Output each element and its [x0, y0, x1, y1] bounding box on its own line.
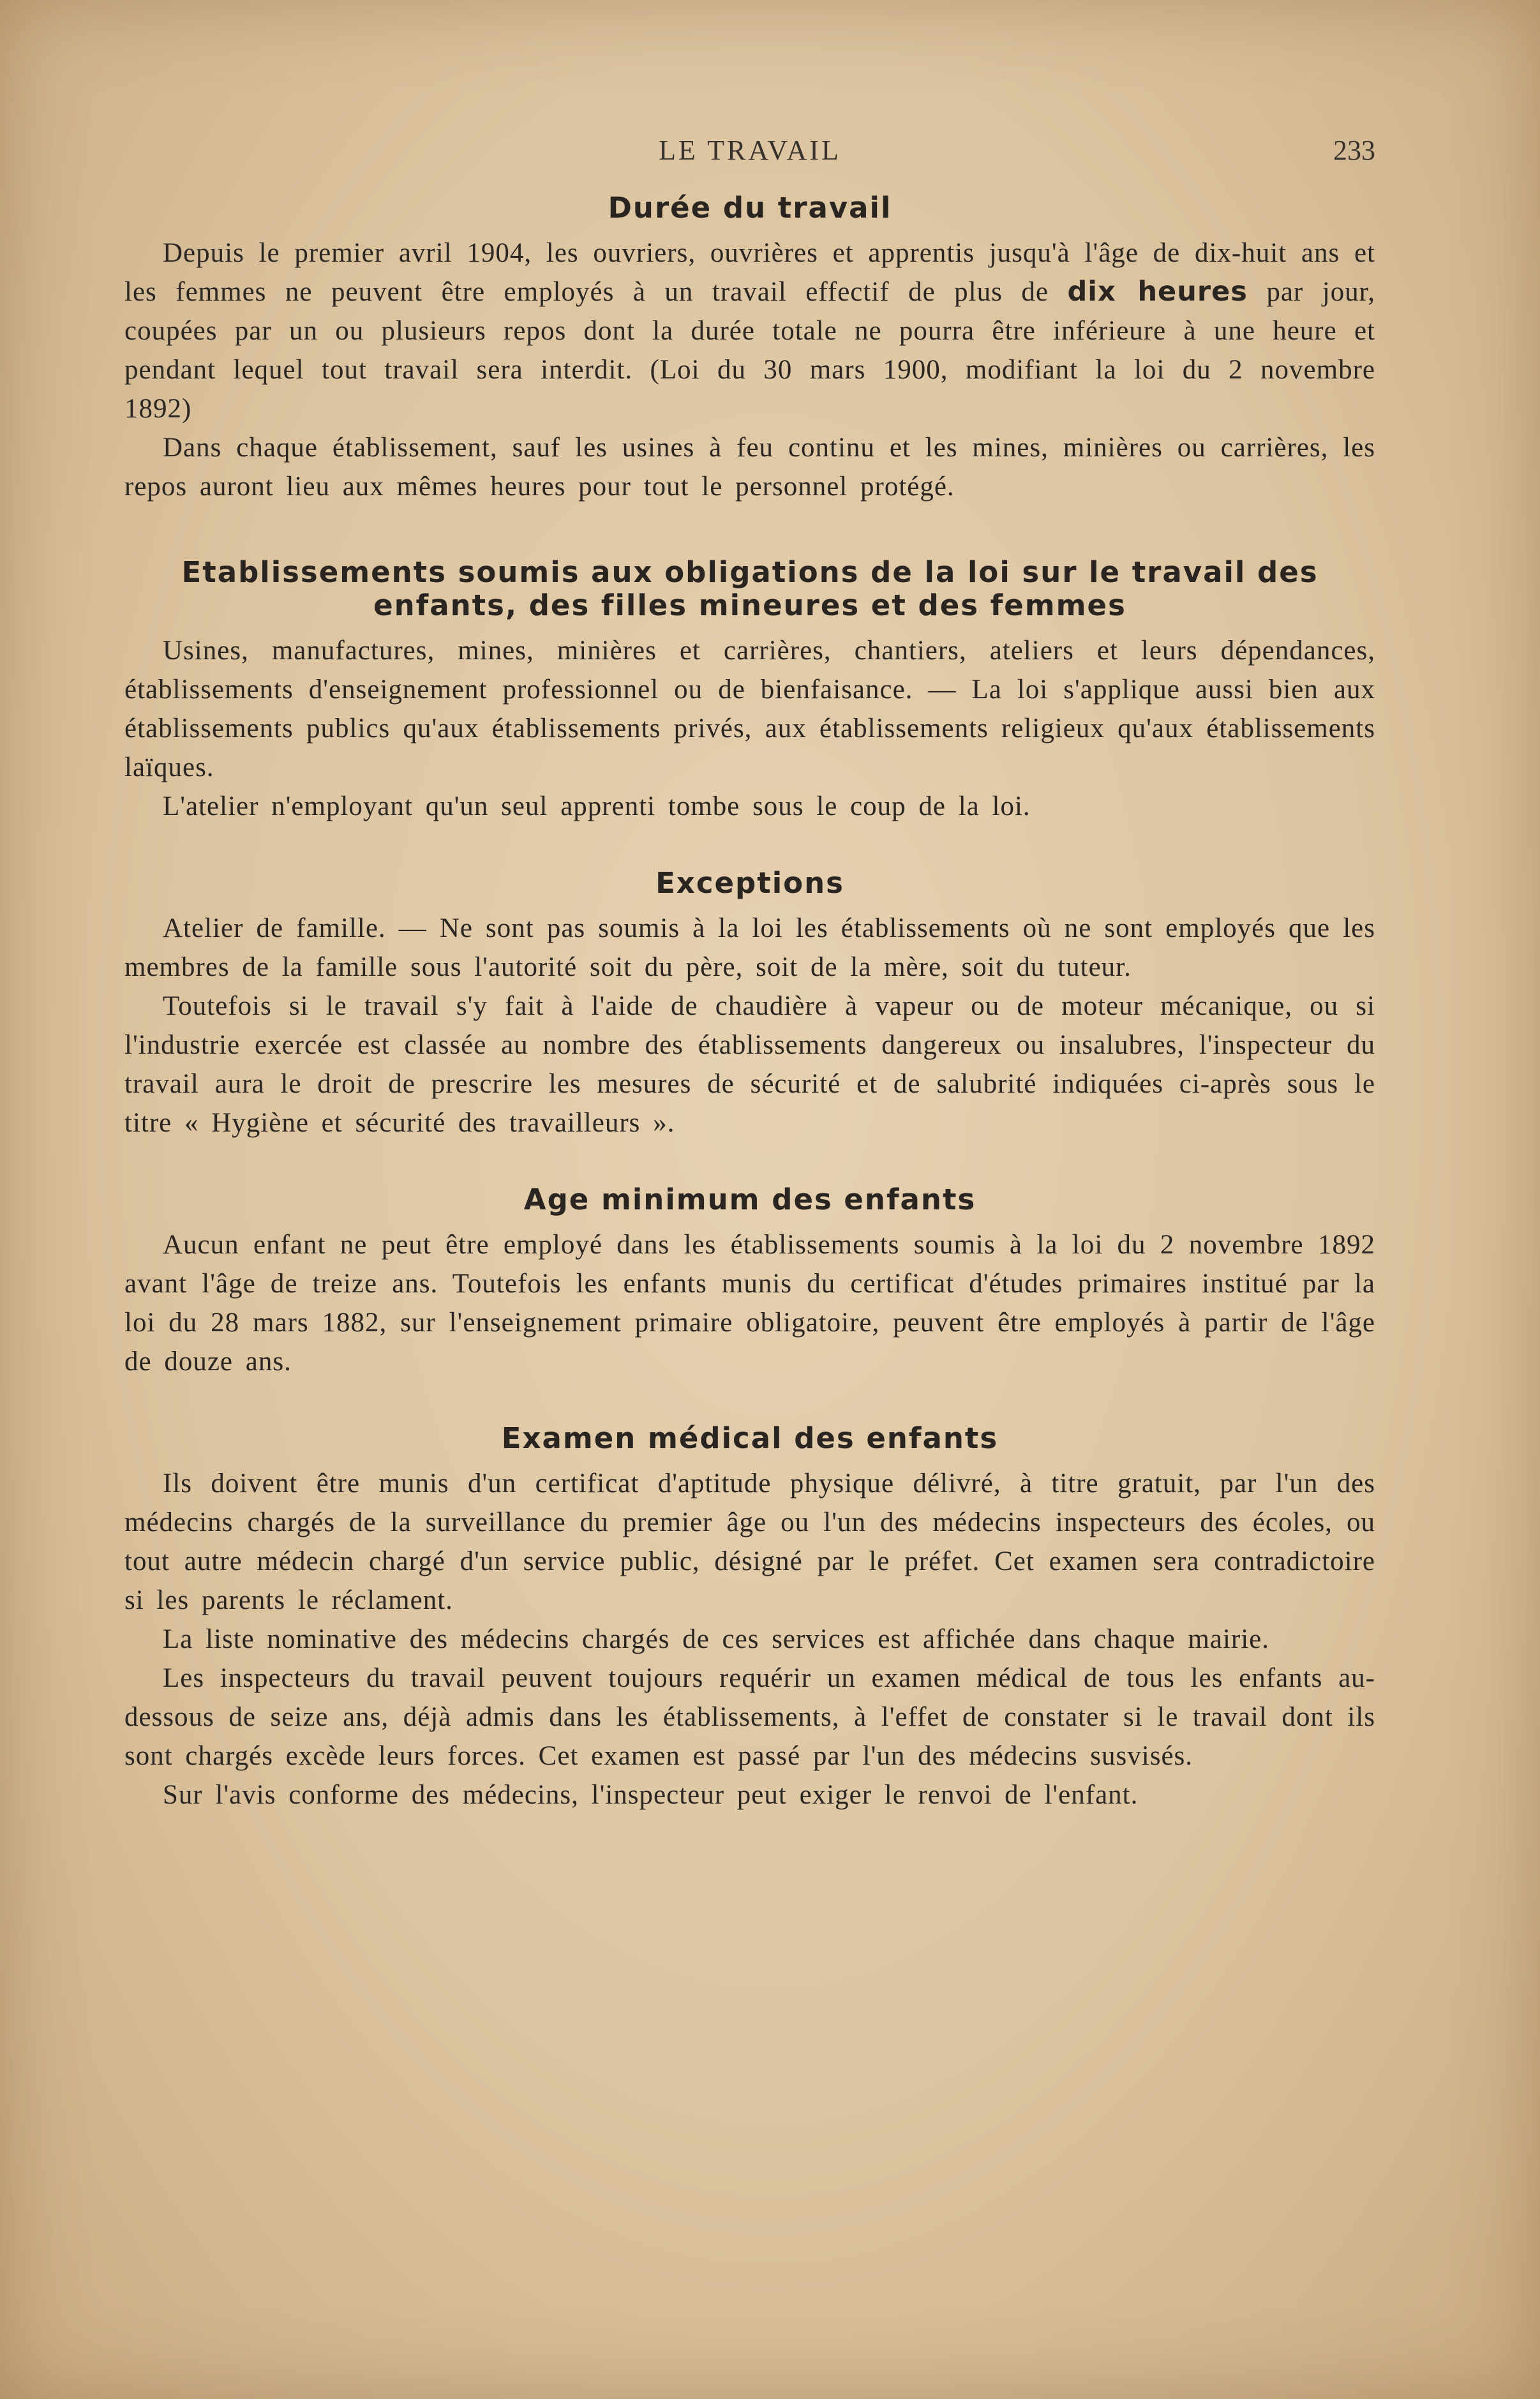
- paragraph-text: Depuis le premier avril 1904, les ouvriers, ouvrières et apprentis jusqu'à l'âge de dix-huit ans et les femmes ne peuvent être employés à un travail effectif de plus de: [124, 238, 1375, 307]
- paragraph: La liste nominative des médecins chargés de ces services est affichée dans chaque mairie.: [163, 1624, 1270, 1654]
- page-number: 233: [1333, 135, 1375, 166]
- emphasis-dix-heures: dix heures: [1067, 276, 1248, 308]
- section-heading: Age minimum des enfants: [523, 1183, 976, 1216]
- paragraph: Atelier de famille. — Ne sont pas soumis à la loi les établissements où ne sont employés que les membres de la famille sous l'autorité soit du père, soit de la mère, soit du tuteur.: [124, 913, 1375, 982]
- document-page: [124, 134, 1375, 1814]
- paragraph: Toutefois si le travail s'y fait à l'aide de chaudière à vapeur ou de moteur mécanique, ou si l'industrie exercée est classée au nombre des établissements dangereux ou insalubres, l'inspecteur du travail aura le droit de prescrire les mesures de sécurité et de salubrité indiquées ci-après sous le titre « Hygiène et sécurité des travailleurs ».: [124, 991, 1375, 1138]
- section-duree-du-travail: [124, 191, 1375, 506]
- section-age-minimum: [124, 1183, 1375, 1381]
- paragraph: Dans chaque établissement, sauf les usines à feu continu et les mines, minières ou carrières, les repos auront lieu aux mêmes heures pour tout le personnel protégé.: [124, 433, 1375, 502]
- paragraph: [124, 234, 1375, 428]
- paragraph: Aucun enfant ne peut être employé dans les établissements soumis à la loi du 2 novembre 1892 avant l'âge de treize ans. Toutefois les enfants munis du certificat d'études primaires institué par la loi du 28 mars 1882, sur l'enseignement primaire obligatoire, peuvent être employés à partir de l'âge de douze ans.: [124, 1230, 1375, 1377]
- section-heading: Examen médical des enfants: [501, 1421, 999, 1455]
- heading-line: Etablissements soumis aux obligations de la loi sur le travail des: [181, 555, 1319, 589]
- heading-line: enfants, des filles mineures et des femmes: [373, 588, 1126, 622]
- paragraph: Usines, manufactures, mines, minières et carrières, chantiers, ateliers et leurs dépendances, établissements d'enseignement professionnel ou de bienfaisance. — La loi s'applique aussi bien aux établissements publics qu'aux établissements privés, aux établissements religieux qu'aux établissements laïques.: [124, 636, 1375, 782]
- paragraph: Sur l'avis conforme des médecins, l'inspecteur peut exiger le renvoi de l'enfant.: [163, 1780, 1139, 1810]
- paragraph: Les inspecteurs du travail peuvent toujours requérir un examen médical de tous les enfants au-dessous de seize ans, déjà admis dans les établissements, à l'effet de constater si le travail dont ils sont chargés excède leurs forces. Cet examen est passé par l'un des médecins susvisés.: [124, 1663, 1375, 1771]
- section-etablissements: [124, 556, 1375, 826]
- section-exceptions: [124, 867, 1375, 1142]
- running-header: [124, 134, 1375, 191]
- section-heading: Durée du travail: [608, 191, 892, 225]
- paragraph: Ils doivent être munis d'un certificat d'aptitude physique délivré, à titre gratuit, par l'un des médecins chargés de la surveillance du premier âge ou l'un des médecins inspecteurs des écoles, ou tout autre médecin chargé d'un service public, désigné par le préfet. Cet examen sera contradictoire si les parents le réclament.: [124, 1469, 1375, 1615]
- section-heading: Exceptions: [655, 866, 844, 900]
- section-examen-medical: [124, 1422, 1375, 1814]
- paragraph-text: par jour, coupées par un ou plusieurs repos dont la durée totale ne pourra être inférieure à une heure et pendant lequel tout travail sera interdit. (Loi du 30 mars 1900, modifiant la loi du 2 novembre 1892): [124, 277, 1376, 424]
- running-title: LE TRAVAIL: [659, 135, 841, 166]
- paragraph: L'atelier n'employant qu'un seul apprenti tombe sous le coup de la loi.: [163, 791, 1031, 821]
- section-heading: [124, 556, 1375, 622]
